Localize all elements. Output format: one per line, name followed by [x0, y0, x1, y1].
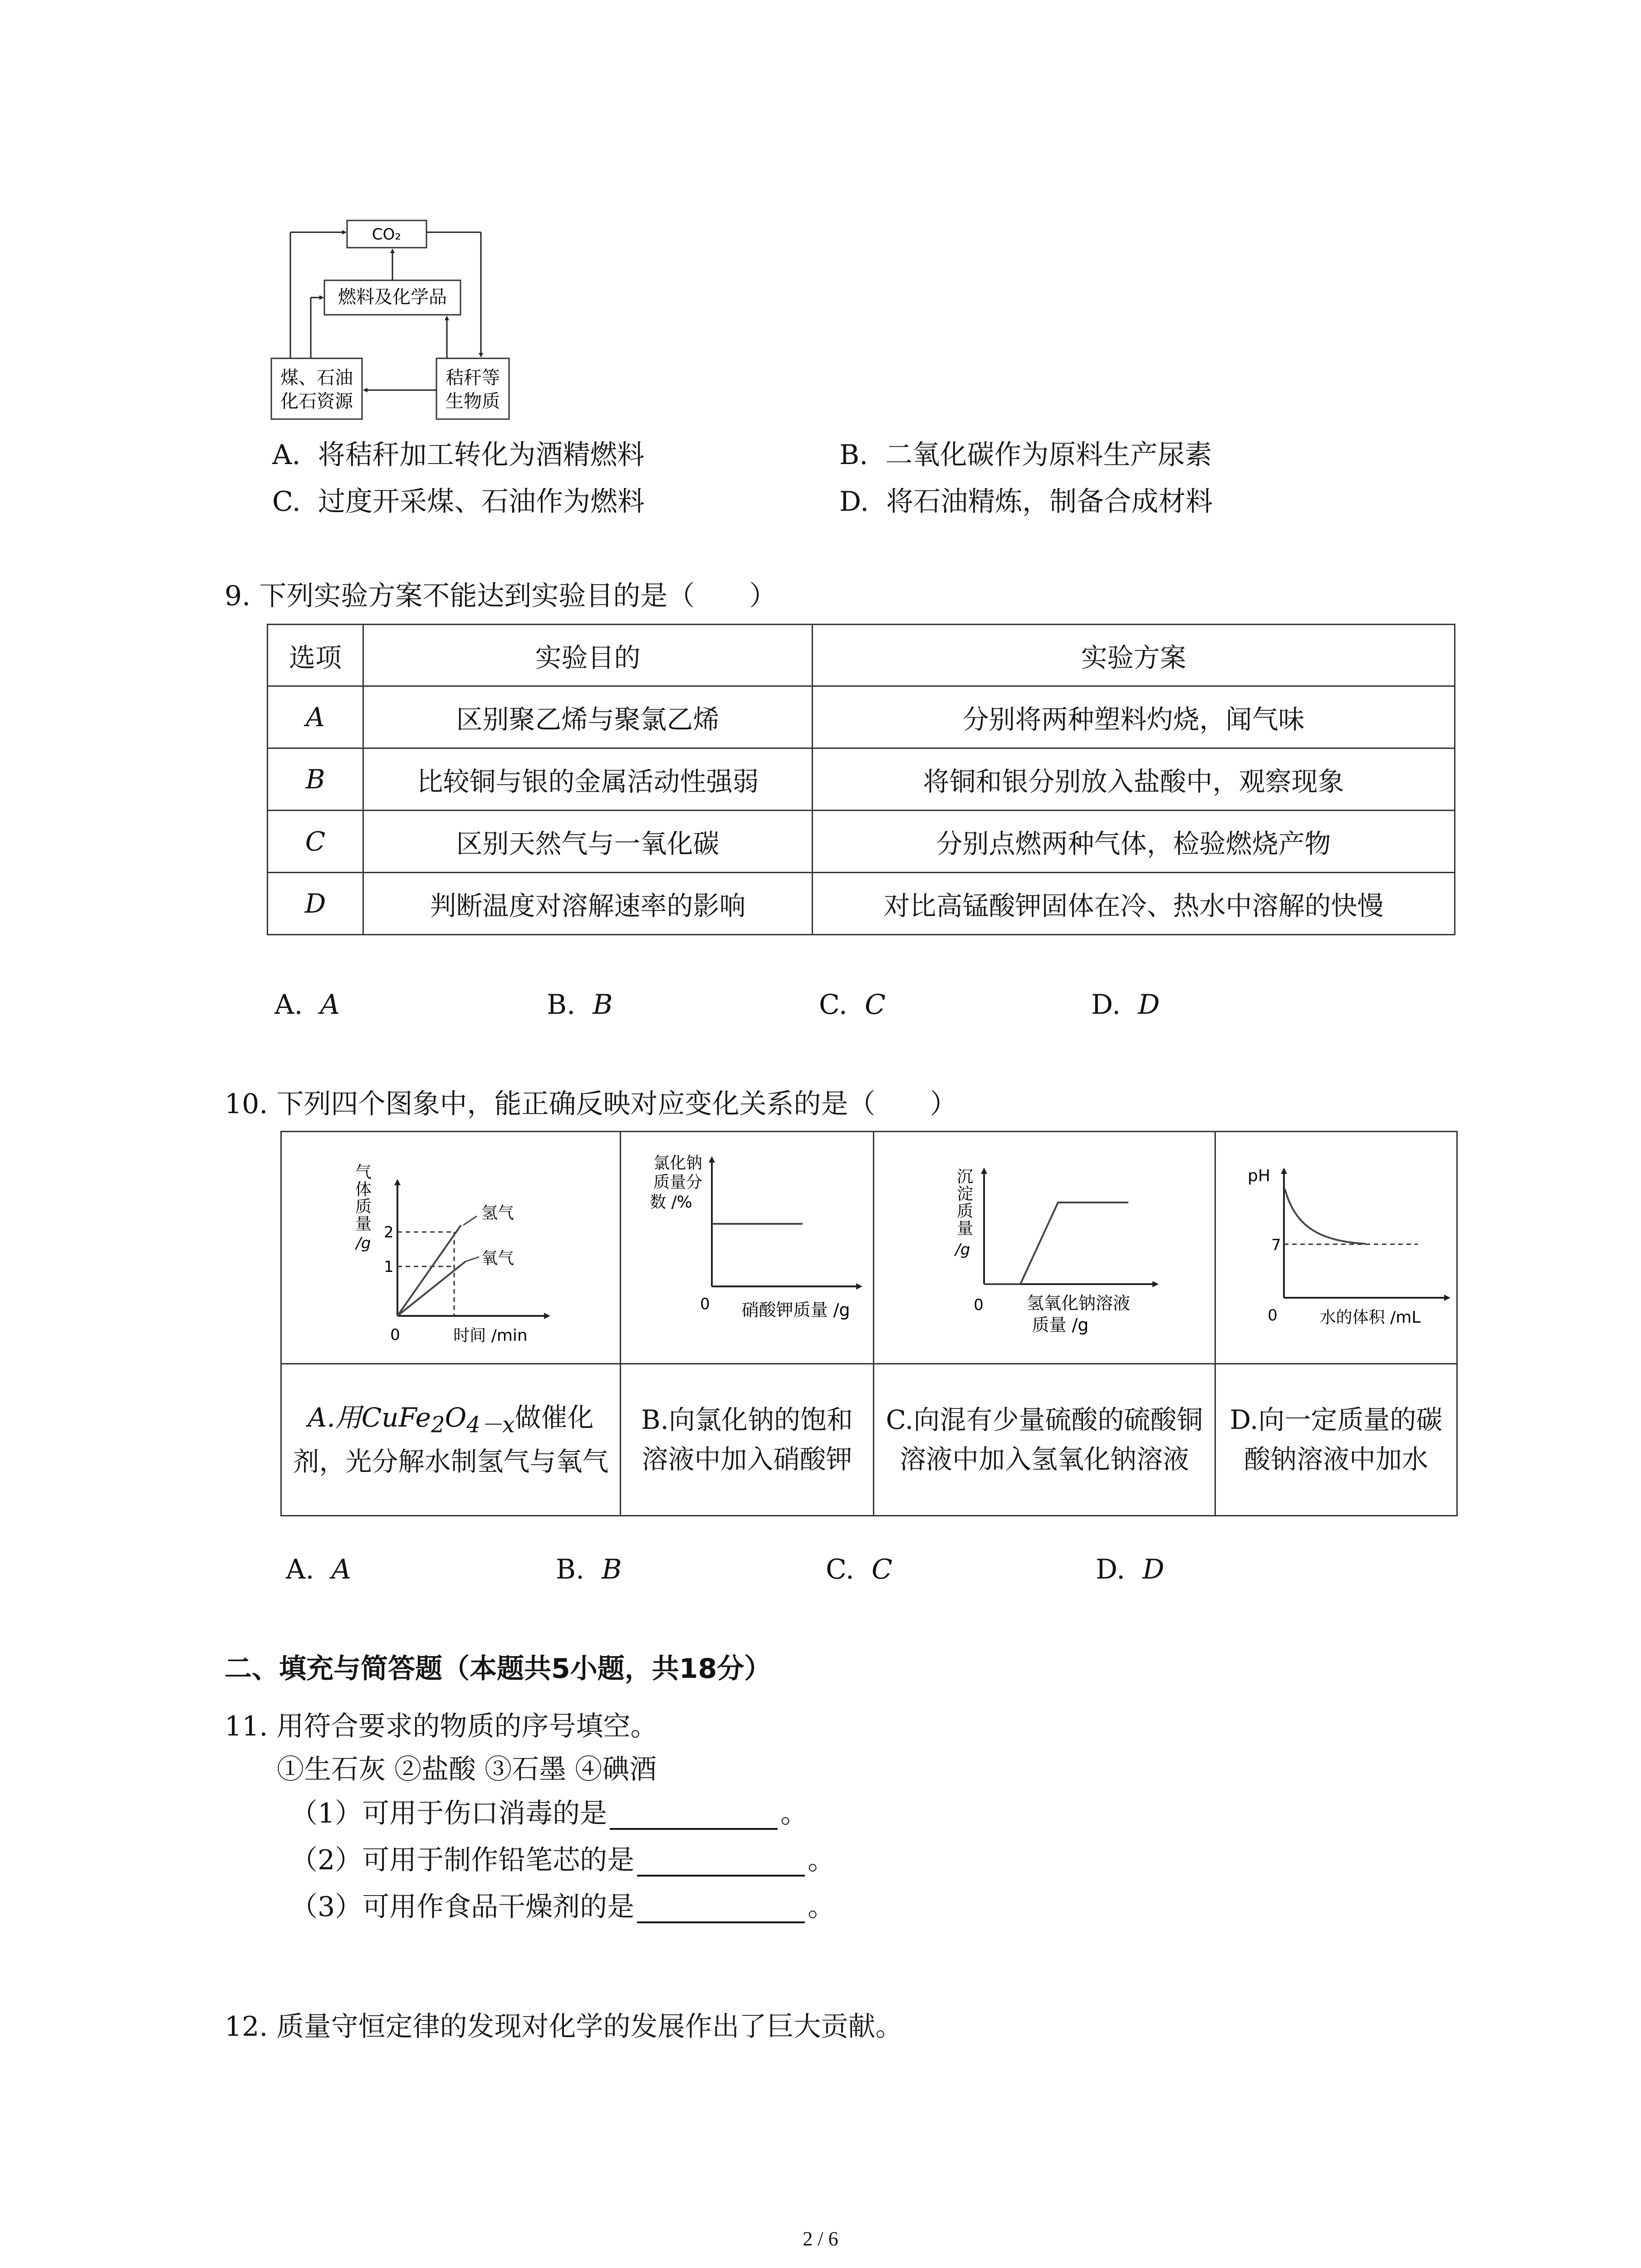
svg-text:量: 量: [355, 1215, 372, 1233]
q11-answer-2[interactable]: [637, 1851, 805, 1877]
svg-text:硝酸钾质量 /g: 硝酸钾质量 /g: [741, 1300, 850, 1320]
svg-text:/g: /g: [356, 1234, 371, 1252]
q10-option-d: D. D: [1096, 1554, 1165, 1585]
svg-text:/g: /g: [955, 1241, 970, 1259]
svg-text:0: 0: [390, 1326, 400, 1344]
q10-caption-d: D.向一定质量的碳酸钠溶液中加水: [1215, 1364, 1457, 1516]
q11-stem: 11. 用符合要求的物质的序号填空。: [225, 1711, 658, 1742]
q11-substances: ①生石灰 ②盐酸 ③石墨 ④碘酒: [277, 1754, 657, 1785]
q9-header-plan: 实验方案: [813, 625, 1455, 686]
bio-label-2: 生物质: [446, 391, 500, 412]
q9-row-b-plan: 将铜和银分别放入盐酸中，观察现象: [813, 748, 1455, 811]
q12-stem: 12. 质量守恒定律的发现对化学的发展作出了巨大贡献。: [225, 2011, 903, 2043]
q9-row-d-plan: 对比高锰酸钾固体在冷、热水中溶解的快慢: [813, 873, 1455, 935]
co2-label: CO₂: [372, 225, 402, 244]
svg-text:气: 气: [355, 1163, 372, 1182]
svg-text:沉: 沉: [956, 1168, 974, 1186]
q9-option-b: B. B: [547, 989, 613, 1021]
q9-table: [267, 624, 1455, 935]
svg-text:质: 质: [355, 1198, 372, 1216]
q10-graph-b-cell: [621, 1132, 874, 1364]
q9-option-d: D. D: [1091, 989, 1160, 1021]
q9-header-purpose: 实验目的: [363, 625, 813, 686]
graph-d: [1216, 1132, 1456, 1357]
q8-option-c: C. 过度开采煤、石油作为燃料: [272, 486, 645, 518]
svg-text:质量 /g: 质量 /g: [1032, 1315, 1089, 1335]
section-2-title: 二、填充与简答题（本题共5小题，共18分）: [225, 1653, 772, 1685]
q9-row-a-purpose: 区别聚乙烯与聚氯乙烯: [363, 686, 813, 748]
page-number: 2 / 6: [803, 2228, 838, 2250]
svg-text:质: 质: [956, 1202, 974, 1221]
svg-text:氢氧化钠溶液: 氢氧化钠溶液: [1026, 1293, 1131, 1313]
q11-item-1: （1）可用于伤口消毒的是 。: [290, 1798, 808, 1829]
svg-text:7: 7: [1271, 1236, 1281, 1254]
q9-row-b-purpose: 比较铜与银的金属活动性强弱: [363, 748, 813, 811]
svg-text:水的体积 /mL: 水的体积 /mL: [1319, 1308, 1421, 1327]
svg-text:2: 2: [384, 1223, 394, 1242]
q8-option-b: B. 二氧化碳作为原料生产尿素: [839, 439, 1212, 471]
graph-a: [282, 1132, 620, 1357]
graph-b: [621, 1132, 873, 1357]
q10-graph-c-cell: [874, 1132, 1215, 1364]
svg-text:淀: 淀: [956, 1185, 974, 1203]
q9-stem: 9. 下列实验方案不能达到实验目的是（ ）: [225, 580, 777, 612]
q9-row-b-option: B: [268, 748, 363, 811]
bio-label-1: 秸秆等: [446, 367, 500, 388]
q8-option-d: D. 将石油精炼，制备合成材料: [839, 486, 1213, 518]
q9-row-c-purpose: 区别天然气与一氧化碳: [363, 811, 813, 873]
q9-row-a-plan: 分别将两种塑料灼烧，闻气味: [813, 686, 1455, 748]
q11-answer-3[interactable]: [637, 1898, 805, 1923]
q9-option-a: A. A: [274, 989, 340, 1021]
graph-a-h2-line: [397, 1225, 461, 1316]
q10-graph-a-cell: [281, 1132, 621, 1364]
q9-row-d-purpose: 判断温度对溶解速率的影响: [363, 873, 813, 935]
q9-row-c-option: C: [268, 811, 363, 873]
svg-text:0: 0: [974, 1296, 984, 1314]
q8-option-a: A. 将秸秆加工转化为酒精燃料: [272, 439, 645, 471]
svg-text:0: 0: [1268, 1306, 1278, 1325]
graph-a-o2-line: [397, 1261, 465, 1316]
q10-graph-d-cell: [1215, 1132, 1457, 1364]
q11-item-3: （3）可用作食品干燥剂的是 。: [290, 1891, 835, 1923]
q11-item-2: （2）可用于制作铅笔芯的是 。: [290, 1844, 835, 1876]
q9-header-option: 选项: [268, 625, 363, 686]
svg-text:0: 0: [700, 1295, 710, 1313]
q10-caption-b: B.向氯化钠的饱和溶液中加入硝酸钾: [621, 1364, 874, 1516]
q9-option-c: C. C: [819, 989, 886, 1021]
svg-text:氯化钠: 氯化钠: [653, 1154, 703, 1173]
q10-option-c: C. C: [826, 1554, 892, 1585]
svg-text:1: 1: [384, 1258, 394, 1276]
carbon-cycle-diagram: [268, 213, 522, 426]
q10-table: [280, 1131, 1458, 1516]
svg-text:量: 量: [956, 1219, 974, 1238]
q9-row-d-option: D: [268, 873, 363, 935]
q10-option-b: B. B: [556, 1554, 622, 1585]
q9-row-a-option: A: [268, 686, 363, 748]
fossil-label-2: 化石资源: [280, 391, 353, 412]
fossil-label-1: 煤、石油: [280, 367, 353, 388]
svg-text:时间 /min: 时间 /min: [453, 1326, 528, 1345]
q10-stem: 10. 下列四个图象中，能正确反映对应变化关系的是（ ）: [225, 1088, 957, 1120]
graph-c-line: [984, 1202, 1128, 1284]
q10-caption-c: C.向混有少量硫酸的硫酸铜溶液中加入氢氧化钠溶液: [874, 1364, 1215, 1516]
fuel-label: 燃料及化学品: [338, 287, 447, 308]
q9-row-c-plan: 分别点燃两种气体，检验燃烧产物: [813, 811, 1455, 873]
svg-text:质量分: 质量分: [653, 1173, 703, 1192]
svg-text:数 /%: 数 /%: [650, 1193, 692, 1212]
svg-text:氢气: 氢气: [481, 1204, 514, 1222]
q10-caption-a: A.用$CuFe_2O_{4-x}$做催化剂，光分解水制氢气与氧气: [281, 1364, 621, 1516]
graph-c: [874, 1132, 1215, 1357]
svg-text:pH: pH: [1248, 1167, 1270, 1185]
q10-option-a: A. A: [286, 1554, 351, 1585]
graph-d-curve: [1285, 1189, 1366, 1244]
svg-text:体: 体: [355, 1180, 372, 1199]
svg-text:氧气: 氧气: [481, 1249, 514, 1268]
q11-answer-1[interactable]: [610, 1804, 778, 1830]
